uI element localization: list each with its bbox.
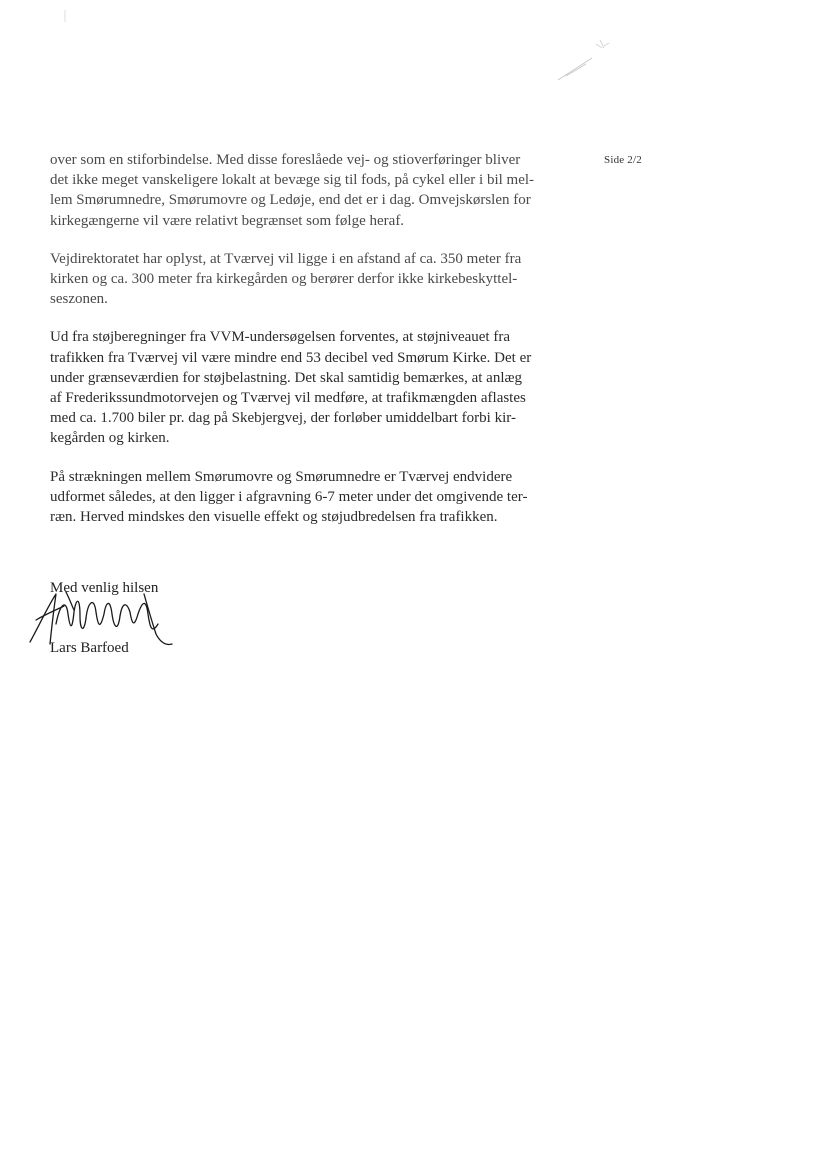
text-line: kirken og ca. 300 meter fra kirkegården og berører derfor ikke kirkebeskyttel-: [50, 271, 518, 288]
text-line: det ikke meget vanskeligere lokalt at bevæge sig til fods, på cykel eller i bil mel-: [50, 172, 535, 189]
text-line: Vejdirektoratet har oplyst, at Tværvej vil ligge i en afstand af ca. 350 meter fra: [50, 250, 522, 267]
text-line: ræn. Herved mindskes den visuelle effekt og støjudbredelsen fra trafikken.: [50, 509, 498, 526]
text-line: kirkegængerne vil være relativt begrænset som følge heraf.: [50, 212, 405, 229]
text-line: lem Smørumnedre, Smørumovre og Ledøje, end det er i dag. Omvejskørslen for: [50, 192, 531, 209]
paragraph-1: [50, 150, 570, 231]
text-line: trafikken fra Tværvej vil være mindre end 53 decibel ved Smørum Kirke. Det er: [50, 349, 532, 366]
text-line: udformet således, at den ligger i afgravning 6-7 meter under det omgivende ter-: [50, 488, 528, 505]
text-line: På strækningen mellem Smørumovre og Smørumnedre er Tværvej endvidere: [50, 468, 513, 485]
text-line: over som en stiforbindelse. Med disse foreslåede vej- og stioverføringer bliver: [50, 152, 521, 168]
text-line: med ca. 1.700 biler pr. dag på Skebjergvej, der forløber umiddelbart forbi kir-: [50, 410, 516, 427]
page-number: Side 2/2: [604, 154, 642, 166]
text-line: Ud fra støjberegninger fra VVM-undersøgelsen forventes, at støjniveauet fra: [50, 329, 510, 346]
letter-body: [50, 150, 570, 545]
scan-artifact-mark: [552, 36, 622, 90]
closing-greeting: Med venlig hilsen: [50, 580, 159, 596]
text-line: af Frederikssundmotorvejen og Tværvej vil medføre, at trafikmængden aflastes: [50, 390, 526, 407]
text-line: kegården og kirken.: [50, 430, 170, 447]
signatory-name: Lars Barfoed: [50, 640, 129, 656]
text-line: seszonen.: [50, 291, 108, 308]
text-line: under grænseværdien for støjbelastning. Det skal samtidig bemærkes, at anlæg: [50, 369, 523, 386]
paragraph-4: [50, 467, 570, 528]
paragraph-2: [50, 249, 570, 310]
scan-artifact-tick: [64, 10, 66, 22]
paragraph-3: [50, 327, 570, 448]
